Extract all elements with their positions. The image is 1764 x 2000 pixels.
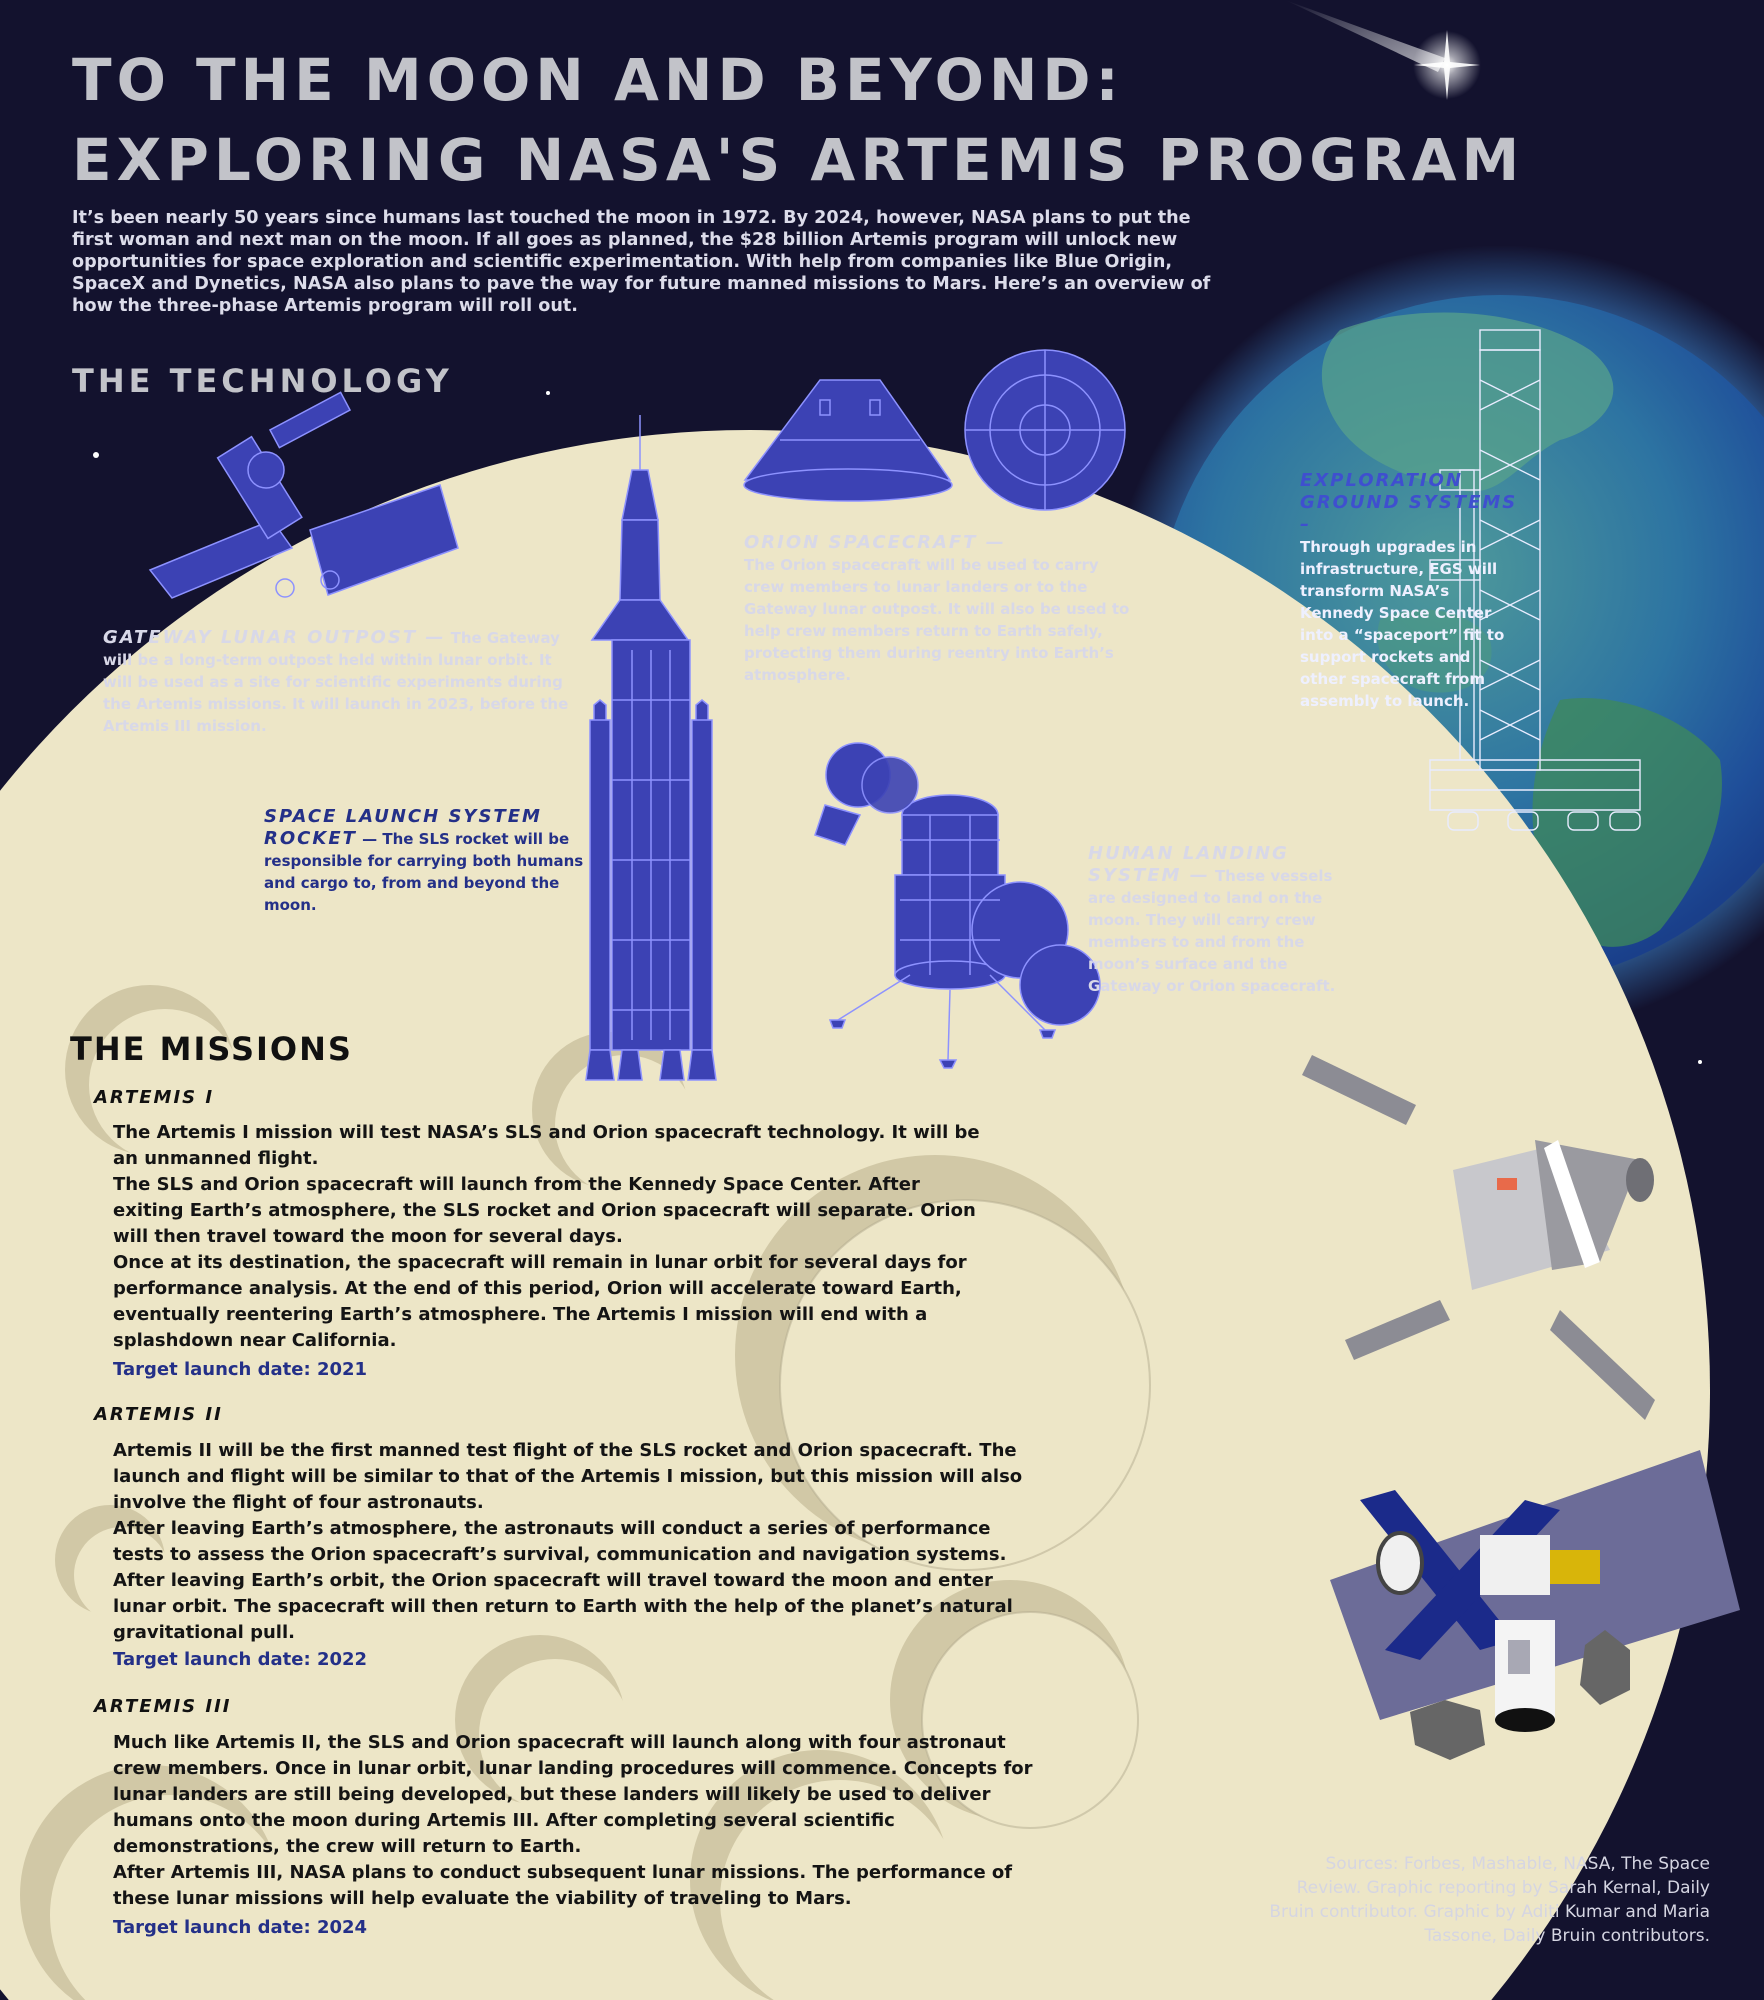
artemis-1-target-date: Target launch date: 2021	[113, 1359, 368, 1380]
hls-label	[1088, 843, 1353, 997]
sls-label-text: — The SLS rocket will be responsible for carrying both humans and cargo to, from and beyond the moon.	[264, 830, 584, 914]
artemis-2-heading: ARTEMIS II	[94, 1404, 223, 1425]
technology-heading: THE TECHNOLOGY	[72, 362, 453, 400]
gateway-label-title: GATEWAY LUNAR OUTPOST —	[103, 627, 446, 648]
gateway-label	[103, 627, 578, 737]
egs-label-text: Through upgrades in infrastructure, EGS will transform NASA’s Kennedy Space Center into a “spaceport” fit to support rockets and other spacecraft from assembly to launch.	[1300, 538, 1505, 710]
artemis-3-paragraph: Much like Artemis II, the SLS and Orion spacecraft will launch along with four astronaut crew members. Once in lunar orbit, lunar landing procedures will commence. Concepts for lunar landers are still being developed, but these landers will likely be used to deliver humans onto the moon during Artemis III. After completing several scientific demonstrations, the crew will return to Earth.	[113, 1732, 1033, 1857]
artemis-2-paragraph: After leaving Earth’s atmosphere, the astronauts will conduct a series of performance tests to assess the Orion spacecraft’s survival, communication and navigation systems. After leaving Earth’s orbit, the Orion spacecraft will travel toward the moon and enter lunar orbit. The spacecraft will then return to Earth with the help of the planet’s natural gravitational pull.	[113, 1518, 1013, 1643]
artemis-1-paragraph: Once at its destination, the spacecraft will remain in lunar orbit for several days for performance analysis. At the end of this period, Orion will accelerate toward Earth, eventually reentering Earth’s atmosphere. The Artemis I mission will end with a splashdown near California.	[113, 1252, 967, 1351]
artemis-2-paragraph: Artemis II will be the first manned test flight of the SLS rocket and Orion spacecraft. The launch and flight will be similar to that of the Artemis I mission, but this mission will also involve the flight of four astronauts.	[113, 1440, 1023, 1513]
artemis-3-description	[113, 1730, 1033, 1912]
orion-label-title: ORION SPACECRAFT —	[744, 532, 1006, 553]
orion-label	[744, 532, 1144, 686]
artemis-3-paragraph: After Artemis III, NASA plans to conduct subsequent lunar missions. The performance of these lunar missions will help evaluate the viability of traveling to Mars.	[113, 1862, 1013, 1909]
gateway-label-text: The Gateway will be a long-term outpost held within lunar orbit. It will be used as a site for scientific experiments during the Artemis missions. It will launch in 2023, before the Artemis III mission.	[103, 629, 569, 735]
egs-label	[1300, 470, 1520, 712]
artemis-1-description	[113, 1120, 983, 1354]
artemis-3-target-date: Target launch date: 2024	[113, 1917, 368, 1938]
hls-label-text: These vessels are designed to land on the moon. They will carry crew members to and from the moon’s surface and the Gateway or Orion spacecraft.	[1088, 867, 1336, 995]
orion-blueprint-illustration	[744, 350, 1125, 510]
orion-label-text: The Orion spacecraft will be used to carry crew members to lunar landers or to the Gateway lunar outpost. It will also be used to help crew members return to Earth safely, protecting them during reentry into Earth’s atmosphere.	[744, 556, 1130, 684]
sources-credits: Sources: Forbes, Mashable, NASA, The Space Review. Graphic reporting by Sarah Kernal, Daily Bruin contributor. Graphic by Aditi Kumar and Maria Tassone, Daily Bruin contributors.	[1269, 1854, 1710, 1946]
sls-label	[264, 806, 584, 916]
page-title	[72, 40, 1722, 200]
title-line-2: EXPLORING NASA'S ARTEMIS PROGRAM	[72, 126, 1525, 194]
missions-heading: THE MISSIONS	[70, 1030, 353, 1068]
sls-label-title: SPACE LAUNCH SYSTEM ROCKET	[264, 806, 542, 849]
hls-label-title: HUMAN LANDING SYSTEM —	[1088, 843, 1289, 886]
artemis-1-paragraph: The Artemis I mission will test NASA’s SLS and Orion spacecraft technology. It will be an unmanned flight.	[113, 1122, 980, 1169]
artemis-2-description	[113, 1438, 1033, 1646]
artemis-2-target-date: Target launch date: 2022	[113, 1649, 368, 1670]
egs-label-title: EXPLORATION GROUND SYSTEMS –	[1300, 470, 1518, 535]
intro-paragraph: It’s been nearly 50 years since humans last touched the moon in 1972. By 2024, however, NASA plans to put the first woman and next man on the moon. If all goes as planned, the $28 billion Artemis program will unlock new opportunities for space exploration and scientific experimentation. With help from companies like Blue Origin, SpaceX and Dynetics, NASA also plans to pave the way for future manned missions to Mars. Here’s an overview of how the three-phase Artemis program will roll out.	[72, 208, 1211, 316]
artemis-3-heading: ARTEMIS III	[94, 1696, 232, 1717]
title-line-1: TO THE MOON AND BEYOND:	[72, 46, 1124, 114]
artemis-1-heading: ARTEMIS I	[94, 1087, 215, 1108]
artemis-1-paragraph: The SLS and Orion spacecraft will launch from the Kennedy Space Center. After exiting Earth’s atmosphere, the SLS rocket and Orion spacecraft will separate. Orion will then travel toward the moon for several days.	[113, 1174, 976, 1247]
